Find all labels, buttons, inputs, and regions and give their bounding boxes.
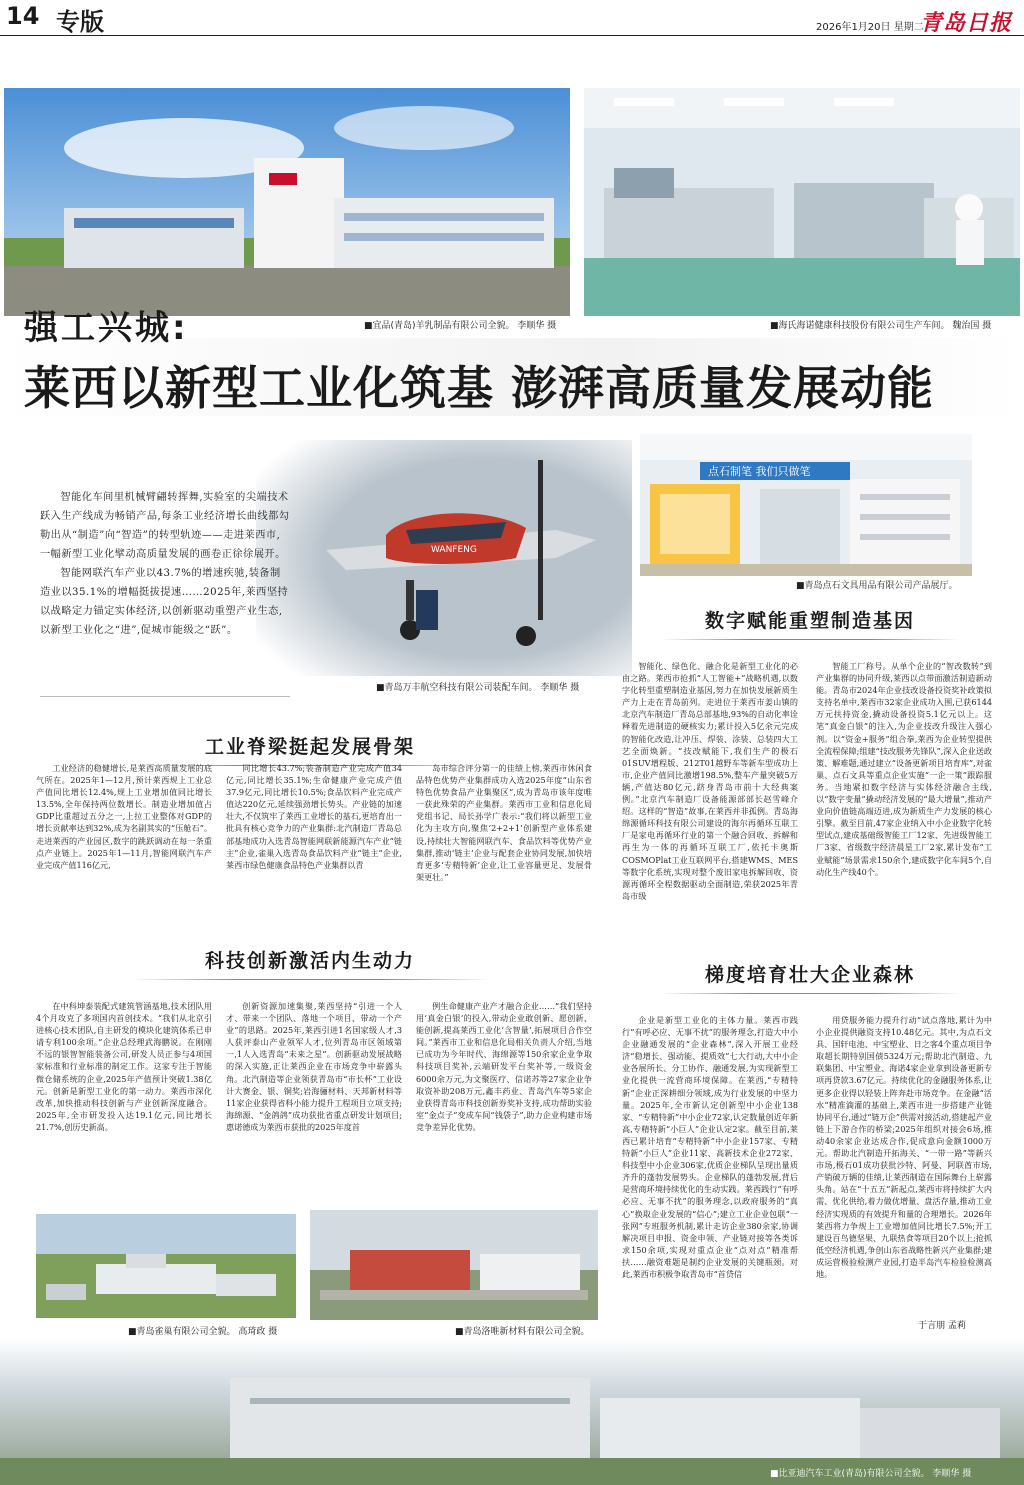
page-number: 14	[6, 2, 40, 30]
photo-luowei	[310, 1210, 598, 1320]
caption-showroom: ■青岛点石文具用品有限公司产品展厅。	[796, 581, 958, 591]
headline-kicker: 强工兴城:	[24, 308, 189, 348]
section-enterprise-col-1: 企业是新型工业化的主体力量。莱西市践行“有呼必应、无事不扰”的服务理念,打造大中小企业融通发展的“企业森林”,深入开展工业经济“稳增长、强动能、提质效”七大行动,大中小企业各展所长、分工协作、融通发展,为实现新型工业化提供一流营商环境保障。在莱西,“专精特新”企业正深耕细分领域,成为行业发展的中坚力量。2025年,全市新认定创新型中小企业138家、“专精特新”中小企业72家,认定数量创近年新高,专精特新“小巨人”企业认定2家。截至目前,莱西已累计培育“专精特新”中小企业157家、专精特新“小巨人”企业11家、高新技术企业272家、科技型中小企业306家,优质企业梯队呈现出量质齐升的蓬勃发展势头。企业梯队的蓬勃发展,背后是营商环境持续优化的生动实践。莱西践行“有呼必应、无事不扰”的服务理念,以政府服务的“真心”换取企业发展的“信心”;建立工业企业包联“一张网”专班服务机制,累计走访企业380余家,协调解决项目申报、资金申领、产业链对接等各类诉求150余项,实现对重点企业“点对点”精准帮扶……融资难题是制约企业发展的关键瓶颈。对此,莱西市积极争取青岛市“首贷信	[622, 1015, 798, 1279]
section-digital-col-2: 智能工厂称号。从单个企业的“智改数转”到产业集群的协同升级,莱西以点带面激活制造新动能。青岛市2024年企业技改设备投资奖补政策拟支持名单中,莱西市32家企业成功入围,已获6144万元扶持资金,撬动设备投资5.1亿元以上。这笔“真金白银”的注入,为企业技改升级注入强心剂。以“资金+服务”组合拳,莱西为企业转型提供全流程保障;组建“技改服务先锋队”,深入企业送政策、解难题,通过建立“设备更新项目培育库”,对雀巢、点石文具等重点企业实施“一企一策”跟踪服务。当地紧扣数字经济与实体经济融合主线,以“数字变量”撬动经济发展的“最大增量”,推动产业向价值链高端迈进,成为新质生产力发展的核心引擎。截至目前,47家企业纳入中小企业数字化转型试点,建成基础级智能工厂12家、先进级智能工厂3家、省级数字经济晨星工厂2家,累计发布“工业赋能”场景需求150余个,建成数字化车间5个,自动化生产线40个。	[816, 661, 992, 877]
section-digital-col-1: 智能化、绿色化、融合化是新型工业化的必由之路。莱西市抢抓“人工智能+”战略机遇,以数字化转型重塑制造业基因,努力在加快发展新质生产力上走在青岛前列。走进位于莱西市姜山镇的北京汽车制造厂青岛总部基地,93%的自动化率诠释着先进制造的硬核实力;累计投入5亿余元完成的智能化改造,让冲压、焊装、涂装、总装四大工艺全面焕新。“技改赋能下,我们生产的极石01SUV增程版、212T01越野车等新车型成功上市,企业产值同比激增198.5%,整车产量突破5万辆,产值达80亿元,跻身青岛市前十大经典案例。”北京汽车制造厂设备能源部部长赵雪峰介绍。这样的“智造”故事,在莱西并非孤例。青岛海绵源循环科技有限公司建设的海尔再循环互联工厂是家电再循环行业的第一个融合回收、拆解和再生为一体的再循环互联工厂,依托卡奥斯COSMOPlat工业互联网平台,搭建WMS、MES等数字化系统,实现对整个废旧家电拆解回收、资源再循环全程数据驱动全面制造,荣获2025年青岛市级	[622, 661, 798, 901]
section-title-innovation: 科技创新激活内生动力	[130, 946, 490, 980]
section-industry-col-3: 岛市综合评分第一的佳绩上榜,莱西市休闲食品特色优势产业集群成功入选2025年度“山东省特色优势食品产业集聚区”,成为青岛市该年度唯一获此殊荣的产业集群。莱西市工业和信息化局党组书记、局长孙学广表示:“我们将以新型工业化为主攻方向,聚焦‘2+2+1’创新型产业体系建设,持续壮大智能网联汽车、食品饮料等优势产业集群,推动‘链主’企业与配套企业协同发展,加快培育更多‘专精特新’企业,让工业容量更足、发展骨架更壮。”	[416, 763, 592, 882]
caption-byd: ■比亚迪汽车工业(青岛)有限公司全貌。 李顺华 摄	[770, 1469, 972, 1479]
nestle-illustration	[36, 1214, 296, 1318]
aircraft-illustration	[256, 440, 632, 676]
section-industry-col-2: 同比增长43.7%;装备制造产业完成产值34亿元,同比增长35.1%;生命健康产业完成产值37.9亿元,同比增长10.5%;食品饮料产业完成产值达220亿元,延续强劲增长势头。产业链的加速壮大,不仅筑牢了莱西工业增长的基石,更培育出一批具有核心竞争力的产业集群:北汽制造厂青岛总部基地成功入选青岛智能网联新能源汽车产业“链主”企业,雀巢入选青岛食品饮料产业“链主”企业,莱西市绿色健康食品特色产业集群以青	[226, 763, 402, 870]
section-title-digital: 数字赋能重塑制造基因	[660, 606, 960, 640]
luowei-illustration	[310, 1210, 598, 1320]
showroom-sign: 点石制笔 我们只做笔	[708, 465, 811, 478]
byd-illustration	[0, 1338, 1024, 1485]
photo-showroom	[640, 434, 972, 576]
section-title-enterprise: 梯度培育壮大企业森林	[660, 960, 960, 994]
workshop-illustration	[584, 88, 1020, 316]
plane-sign: WANFENG	[431, 545, 477, 555]
showroom-illustration	[640, 434, 972, 576]
lead-paragraph-2: 智能网联汽车产业以43.7%的增速疾驰,装备制造业以35.1%的增幅挺拔提速……2025年,莱西坚持以战略定力锚定实体经济,以创新驱动重塑产业生态,以新型工业化之“进”,促城市能级之“跃”。	[40, 568, 289, 636]
lead-divider	[40, 696, 290, 697]
photo-byd	[0, 1338, 1024, 1485]
section-title-industry: 工业脊梁挺起发展骨架	[130, 732, 490, 766]
caption-luowei: ■青岛洛唯新材料有限公司全貌。	[455, 1327, 590, 1337]
photo-workshop	[584, 88, 1020, 316]
lead-paragraph-1: 智能化车间里机械臂翩转挥舞,实验室的尖端技术跃入生产线成为畅销产品,每条工业经济增长曲线都勾勒出从“制造”向“智造”的转型轨迹——走进莱西市,一幅新型工业化擘动高质量发展的画卷正徐徐展开。	[40, 492, 290, 560]
publication-date: 2026年1月20日 星期二	[816, 22, 924, 33]
page-section: 专版	[56, 8, 104, 36]
dairy-factory-illustration	[4, 88, 570, 316]
caption-aircraft: ■青岛万丰航空科技有限公司装配车间。 李顺华 摄	[376, 683, 580, 693]
section-innovation-col-2: 创新资源加速集聚,莱西坚持“引进一个人才、带来一个团队、落地一个项目、带动一个产业”的思路。2025年,莱西引进1名国家级人才,3人获评泰山产业领军人才,位列青岛市区领域第一,1人入选青岛“未来之星”。创新驱动发展战略的深入实施,正让莱西企业在市场竞争中崭露头角。北汽制造等企业领获青岛市“市长杯”工业设计大赛金、银、铜奖;岩海骊材料、天邦新材料等11家企业获得省科小能力提升工程项目立项支持;海绵源、“金鸽鸽”成功获批省重点研发计划项目;惠诺德成为莱西市获批的2025年度首	[226, 1001, 402, 1132]
photo-nestle	[36, 1214, 296, 1318]
section-innovation-col-1: 在中科坤泰装配式建筑管涵基地,技术团队用4个月攻克了多项国内首创技术。“我们从北京引进核心技术团队,自主研发的模块化建筑体系已申请专利100余项。”企业总经理武海鹏说。在刚刚不远的银智智能装备公司,研发人员正参与4项国家标准和行业标准的制定工作。这家专注于智能微仓储系统的企业,2025年产值预计突破1.38亿元。创新是新型工业化的第一动力。莱西市深化改革,加快推动科技创新与产业创新深度融合。2025年,全市研发投入达19.1亿元,同比增长21.7%,创历史新高。	[36, 1001, 212, 1132]
newspaper-logo: 青岛日报	[920, 10, 1013, 36]
article-byline: 于言朋 孟莉	[918, 1321, 966, 1331]
main-headline: 莱西以新型工业化筑基 澎湃高质量发展动能	[24, 361, 935, 415]
caption-dairy-factory: ■宜品(青岛)羊乳制品有限公司全貌。 李顺华 摄	[364, 321, 557, 331]
section-enterprise-col-2: 用贷服务能力提升行动”试点落地,累计为中小企业提供融资支持10.48亿元。其中,为点石文具、国轩电池、中宝塑业、日之客4个重点项目争取超长期特别国债5324万元;帮助北汽制造、九联集团、中宝塑业、海诺4家企业拿到设备更新专项再贷款3.67亿元。持续优化的金融服务体系,让更多企业得以轻装上阵奔赴市场竞争。在金融“活水”精准滴灌的基础上,莱西市进一步搭建产业链协同平台,通过“链万企”供需对接活动,搭建起产业链上下游合作的桥梁;2025年组织对接会6场,推动40余家企业达成合作,促成意向金额1000万元。帮助北汽制造开拓海关、“一带一路”等新兴市场,极石01成功获批沙特、阿曼、阿联酋市场,产销破万辆的佳绩,让莱西制造在国际舞台上崭露头角。站在“十五五”新起点,莱西市将持续扩大内需、优化供给,着力做优增量、盘活存量,推动工业经济实现质的有效提升和量的合理增长。2026年莱西将力争规上工业增加值同比增长7.5%;开工建设百鸟德坚果、九联热食等项目20个以上;抢抓低空经济机遇,争创山东省战略性新兴产业集群;建成运营极验检测产业园,打造半岛汽车检验检测高地。	[816, 1015, 992, 1279]
photo-aircraft	[256, 440, 632, 676]
section-innovation-col-3: 例生命健康产业产才融合企业……“我们坚持用‘真金白银’的投入,带动企业敢创新、愿创新、能创新,提高莱西工业化‘含智量’,拓展项目合作空间。”莱西市工业和信息化局相关负责人介绍,当地已成功为今年时代、海绵源等150余家企业争取科技项目奖补,云端研发平台奖补等,一级资金6000余万元,为文聚医疗、信诺苏等27家企业争取资补助208万元,鑫丰药业、青岛汽车等5家企业获得青岛市科技创新券奖补支持,成功帮助实验室“金点子”变成车间“钱袋子”,助力企业构建市场竞争差异化优势。	[416, 1001, 592, 1132]
caption-workshop: ■海氏海诺健康科技股份有限公司生产车间。 魏治国 摄	[770, 321, 992, 331]
lead-paragraph	[40, 488, 290, 640]
caption-nestle: ■青岛雀巢有限公司全貌。 高琦政 摄	[128, 1327, 278, 1337]
photo-dairy-factory	[4, 88, 570, 316]
section-industry-col-1: 工业经济的稳健增长,是莱西高质量发展的底气所在。2025年1—12月,预计莱西规上工业总产值同比增长12.4%,规上工业增加值同比增长13.5%,全年保持两位数增长。制造业增加值占GDP比重超过五分之一,上拉工业整体对GDP的增长贡献率达到32%,成为名副其实的“压舱石”。走进莱西的产业园区,数字的跳跃调动在每一条重点产业链上。2025年1—11月,智能网联汽车产业完成产值116亿元,	[36, 763, 212, 870]
